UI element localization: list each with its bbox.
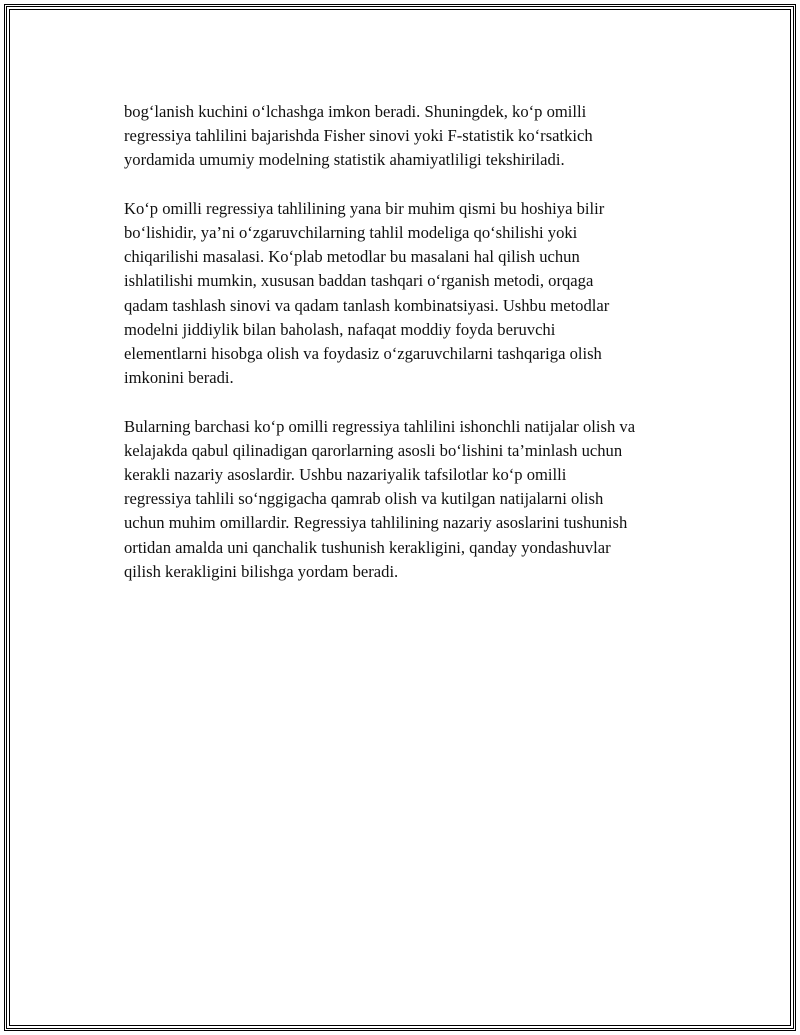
paragraph-1	[124, 100, 704, 173]
text-line: modelni jiddiylik bilan baholash, nafaqat moddiy foyda beruvchi	[124, 319, 556, 339]
text-line: uchun muhim omillardir. Regressiya tahlilining nazariy asoslarini tushunish	[124, 513, 628, 533]
text-line: ishlatilishi mumkin, xususan baddan tashqari o‘rganish metodi, orqaga	[124, 271, 594, 291]
text-line: Bularning barchasi ko‘p omilli regressiya tahlilini ishonchli natijalar olish va	[124, 416, 636, 436]
text-line: bo‘lishidir, ya’ni o‘zgaruvchilarning tahlil modeliga qo‘shilishi yoki	[124, 223, 578, 242]
paragraph-2	[124, 197, 704, 391]
text-line: kerakli nazariy asoslardir. Ushbu nazariyalik tafsilotlar ko‘p omilli	[124, 465, 567, 485]
text-line: elementlarni hisobga olish va foydasiz o‘zgaruvchilarni tashqariga olish	[124, 344, 602, 364]
text-line: kelajakda qabul qilinadigan qarorlarning asosli bo‘lishini ta’minlash uchun	[124, 440, 623, 460]
text-line: regressiya tahlili so‘nggigacha qamrab olish va kutilgan natijalarni olish	[124, 489, 604, 509]
paragraph-3	[124, 415, 704, 584]
text-line: qilish kerakligini bilishga yordam beradi.	[124, 561, 399, 581]
text-line: ortidan amalda uni qanchalik tushunish kerakligini, qanday yondashuvlar	[124, 537, 611, 557]
document-body	[124, 100, 704, 608]
text-line: regressiya tahlilini bajarishda Fisher sinovi yoki F-statistik ko‘rsatkich	[124, 126, 593, 146]
page-frame	[4, 4, 796, 1031]
text-line: yordamida umumiy modelning statistik ahamiyatliligi tekshiriladi.	[124, 150, 565, 170]
text-line: Ko‘p omilli regressiya tahlilining yana bir muhim qismi bu hoshiya bilir	[124, 198, 605, 218]
text-line: qadam tashlash sinovi va qadam tanlash kombinatsiyasi. Ushbu metodlar	[124, 295, 610, 315]
text-line: chiqarilishi masalasi. Ko‘plab metodlar bu masalani hal qilish uchun	[124, 247, 580, 267]
text-line: bog‘lanish kuchini o‘lchashga imkon beradi. Shuningdek, ko‘p omilli	[124, 102, 587, 121]
text-line: imkonini beradi.	[124, 368, 234, 388]
